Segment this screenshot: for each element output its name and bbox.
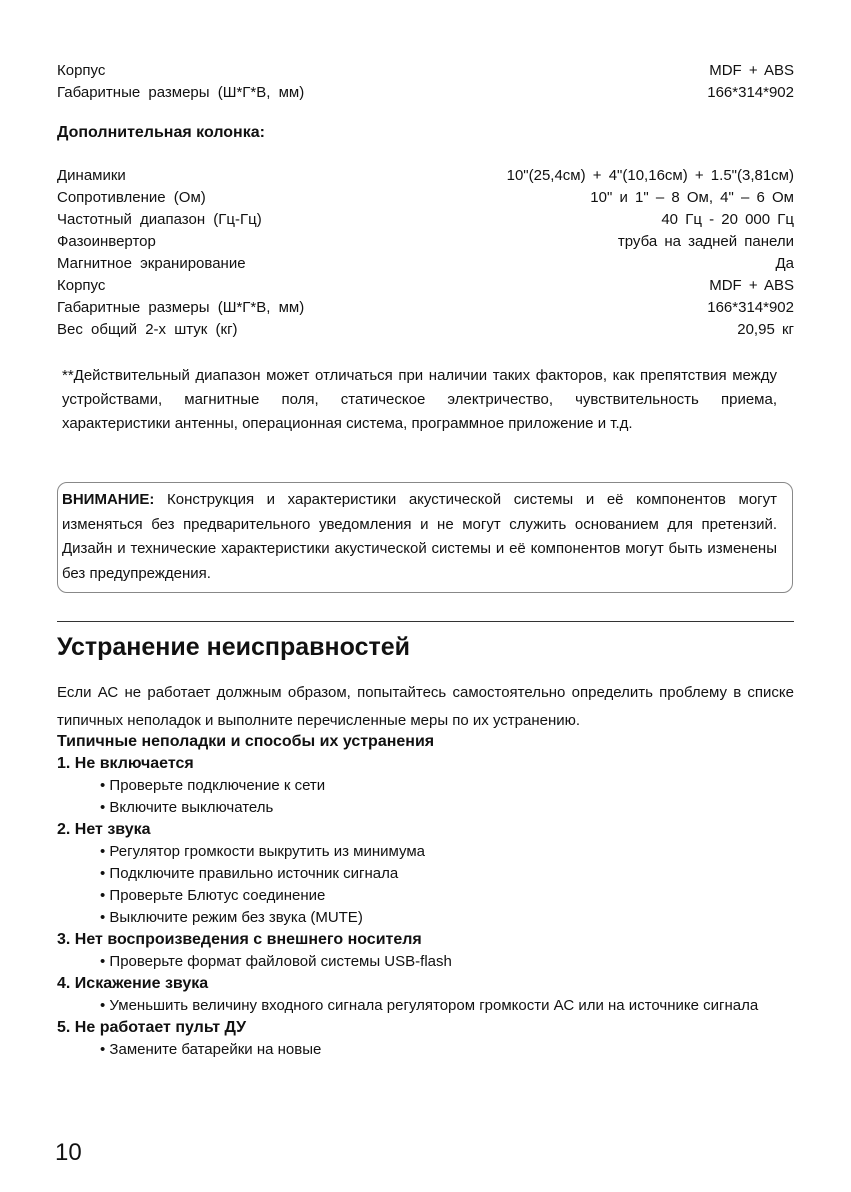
spec-value: труба на задней панели [617, 233, 794, 250]
spec-row-weight [57, 319, 794, 341]
troubleshooting-list [57, 731, 794, 1061]
spec-label: Габаритные размеры (Ш*Г*В, мм) [57, 84, 305, 101]
spec-label: Фазоинвертор [57, 233, 156, 250]
warning-label: ВНИМАНИЕ: [62, 491, 155, 508]
section-title: Устранение неисправностей [57, 633, 411, 661]
section-divider [57, 621, 794, 622]
spec-value: MDF + ABS [709, 62, 794, 79]
range-footnote: **Действительный диапазон может отличаться при наличии таких факторов, как препятствия между устройствами, магнитные поля, статическое электричество, чувствительность приема, характеристики антенны, операционная система, программное приложение и т.д. [62, 367, 777, 432]
extra-speaker-heading: Дополнительная колонка: [57, 124, 265, 141]
spec-row-dimensions [57, 82, 794, 104]
list-item: • Замените батарейки на новые [100, 1041, 322, 1058]
spec-label: Габаритные размеры (Ш*Г*В, мм) [57, 299, 305, 316]
spec-label: Корпус [57, 62, 106, 79]
spec-label: Частотный диапазон (Гц-Гц) [57, 211, 262, 228]
problem-title: 5. Не работает пульт ДУ [57, 1019, 247, 1036]
spec-value: 166*314*902 [707, 299, 794, 316]
spec-label: Корпус [57, 277, 106, 294]
list-item: • Проверьте формат файловой системы USB-flash [100, 953, 452, 970]
spec-row-frequency [57, 209, 794, 231]
problem-title: 4. Искажение звука [57, 975, 209, 992]
spec-row-body [57, 275, 794, 297]
spec-row-dimensions [57, 297, 794, 319]
spec-row-shielding [57, 253, 794, 275]
list-item: • Выключите режим без звука (MUTE) [100, 909, 363, 926]
list-item: • Регулятор громкости выкрутить из минимума [100, 843, 425, 860]
warning-text [62, 488, 777, 586]
list-item: • Уменьшить величину входного сигнала регулятором громкости АС или на источнике сигнала [100, 997, 759, 1014]
spec-value: 10" и 1" – 8 Ом, 4" – 6 Ом [590, 189, 794, 206]
spec-value: 20,95 кг [737, 321, 794, 338]
spec-value: 40 Гц - 20 000 Гц [661, 211, 794, 228]
spec-label: Сопротивление (Ом) [57, 189, 206, 206]
list-item: • Проверьте подключение к сети [100, 777, 326, 794]
spec-row-drivers [57, 165, 794, 187]
spec-value: 10"(25,4см) + 4"(10,16см) + 1.5"(3,81см) [506, 167, 794, 184]
problem-title: 1. Не включается [57, 755, 194, 772]
spec-label: Магнитное экранирование [57, 255, 246, 272]
spec-value: MDF + ABS [709, 277, 794, 294]
page-number: 10 [55, 1139, 82, 1166]
spec-value: 166*314*902 [707, 84, 794, 101]
spec-row-impedance [57, 187, 794, 209]
spec-label: Вес общий 2-х штук (кг) [57, 321, 238, 338]
list-item: • Проверьте Блютус соединение [100, 887, 326, 904]
list-item: • Включите выключатель [100, 799, 274, 816]
spec-row-body [57, 60, 794, 82]
list-item: • Подключите правильно источник сигнала [100, 865, 399, 882]
troubleshooting-subtitle: Типичные неполадки и способы их устранения [57, 733, 435, 750]
troubleshooting-intro: Если АС не работает должным образом, попытайтесь самостоятельно определить проблему в списке типичных неполадок и выполните перечисленные меры по их устранению. [57, 684, 794, 729]
spec-value: Да [775, 255, 794, 272]
problem-title: 2. Нет звука [57, 821, 151, 838]
spec-row-bass-reflex [57, 231, 794, 253]
warning-body: Конструкция и характеристики акустической системы и её компонентов могут изменяться без предварительного уведомления и не могут служить основанием для претензий. Дизайн и технические характеристики акустической системы и её компонентов могут быть изменены без предупреждения. [62, 491, 777, 582]
problem-title: 3. Нет воспроизведения с внешнего носителя [57, 931, 422, 948]
spec-label: Динамики [57, 167, 126, 184]
